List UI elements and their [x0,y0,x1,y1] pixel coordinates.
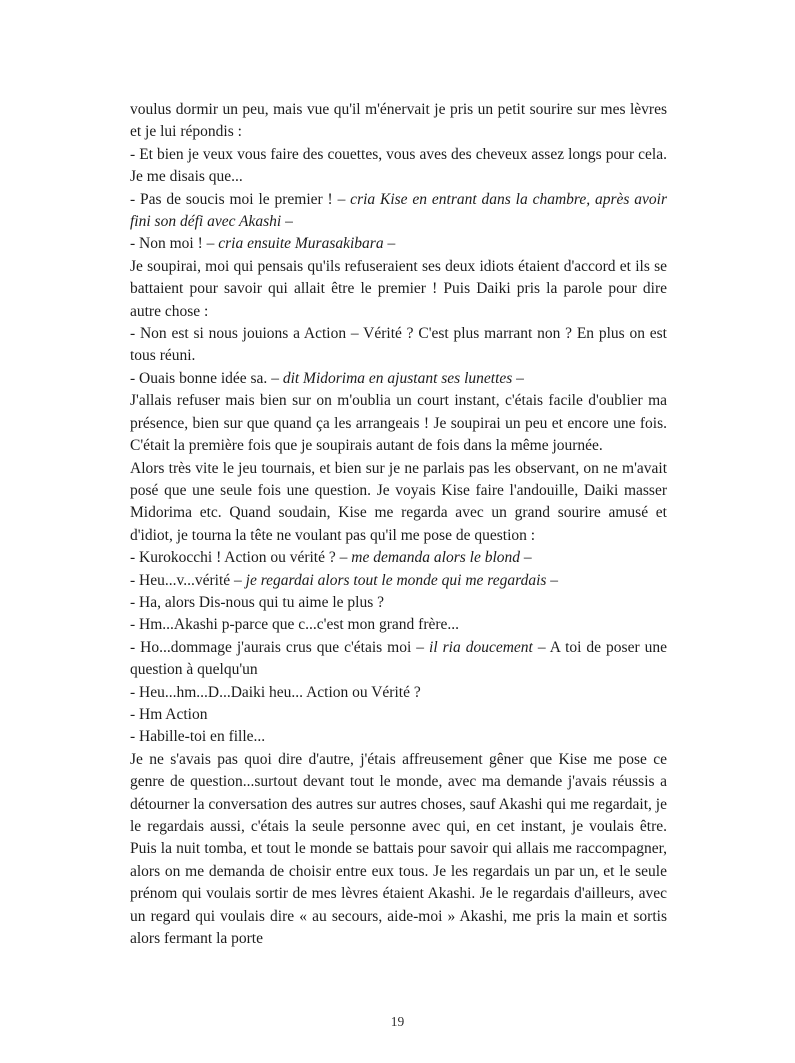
italic-narration: – il ria doucement – [416,638,546,656]
text-segment: Alors très vite le jeu tournais, et bien sur je ne parlais pas les observant, on ne m'avait posé que une seule fois une question. Je voyais Kise faire l'andouille, Daiki masser Midorima etc. Quand soudain, Kise me regarda avec un grand sourire amusé et d'idiot, je tourna la tête ne voulant pas qu'il me pose de question : [130,459,667,544]
text-segment: - Heu...v...vérité [130,571,235,589]
text-segment: - Habille-toi en fille... [130,728,266,746]
italic-narration: – cria ensuite Murasakibara – [206,235,396,253]
paragraph [130,547,667,569]
text-segment: - Et bien je veux vous faire des couettes, vous aves des cheveux assez longs pour cela. Je me disais que... [130,145,667,186]
text-segment: - Heu...hm...D...Daiki heu... Action ou Vérité ? [130,683,421,701]
text-segment: Je soupirai, moi qui pensais qu'ils refuseraient ses deux idiots étaient d'accord et ils se battaient pour savoir qui allait être le premier ! Puis Daiki pris la parole pour dire autre chose : [130,257,667,320]
page-number: 19 [390,1014,405,1029]
text-segment: voulus dormir un peu, mais vue qu'il m'énervait je pris un petit sourire sur mes lèvres et je lui répondis : [130,101,667,141]
text-segment: - Kurokocchi ! Action ou vérité ? [130,549,340,567]
text-segment: J'allais refuser mais bien sur on m'oublia un court instant, c'étais facile d'oublier ma présence, bien sur que quand ça les arrangeais ! Je soupirai un peu et encore une fois. C'était la première fois que je soupirais autant de fois dans la même journée. [130,392,667,455]
italic-narration: – cria Kise en entrant dans la chambre, après avoir fini son défi avec Akashi – [130,190,667,231]
text-segment: - Hm Action [130,705,208,723]
paragraph [130,749,667,951]
paragraph [130,99,667,144]
paragraph [130,570,667,592]
text-segment: - Pas de soucis moi le premier ! [130,190,338,208]
text-segment: A toi de poser une question à quelqu'un [130,638,667,679]
paragraph [130,726,667,748]
text-segment: Je ne s'avais pas quoi dire d'autre, j'étais affreusement gêner que Kise me pose ce genre de question...surtout devant tout le monde, avec ma demande j'avais réussis a détourner la conversation des autres sur autres choses, sauf Akashi qui me regardait, je le regardais aussi, c'étais la seule personne avec qui, en cet instant, je voulais être. Puis la nuit tomba, et tout le monde se battais pour savoir qui allais me raccompagner, alors on me demanda de choisir entre eux tous. Je les regardais un par un, et le seule prénom qui voulais sortir de mes lèvres étaient Akashi. Je le regardais d'ailleurs, avec un regard qui voulais dire « au secours, aide-moi » Akashi, me pris la main et sortis alors fermant la porte [130,750,667,948]
italic-narration: – dit Midorima en ajustant ses lunettes – [271,369,524,387]
paragraph [130,323,667,368]
paragraph [130,368,667,390]
text-segment: - Hm...Akashi p-parce que c...c'est mon grand frère... [130,616,460,634]
paragraph [130,637,667,682]
paragraph [130,189,667,234]
paragraph [130,233,667,255]
text-segment: - Non est si nous jouions a Action – Vérité ? C'est plus marrant non ? En plus on est tous réuni. [130,325,667,365]
paragraph [130,144,667,189]
text-segment: - Non moi ! [130,235,207,253]
paragraph [130,390,667,457]
paragraph [130,614,667,636]
paragraph [130,704,667,726]
paragraph [130,256,667,323]
italic-narration: – me demanda alors le blond – [339,549,532,567]
paragraph [130,682,667,704]
text-segment: - Ouais bonne idée sa. [130,369,272,387]
paragraph [130,592,667,614]
text-segment: - Ha, alors Dis-nous qui tu aime le plus ? [130,593,384,611]
italic-narration: – je regardai alors tout le monde qui me regardais – [234,571,559,589]
text-segment: - Ho...dommage j'aurais crus que c'étais moi [130,638,417,656]
paragraph [130,458,667,548]
page-text [130,99,667,950]
